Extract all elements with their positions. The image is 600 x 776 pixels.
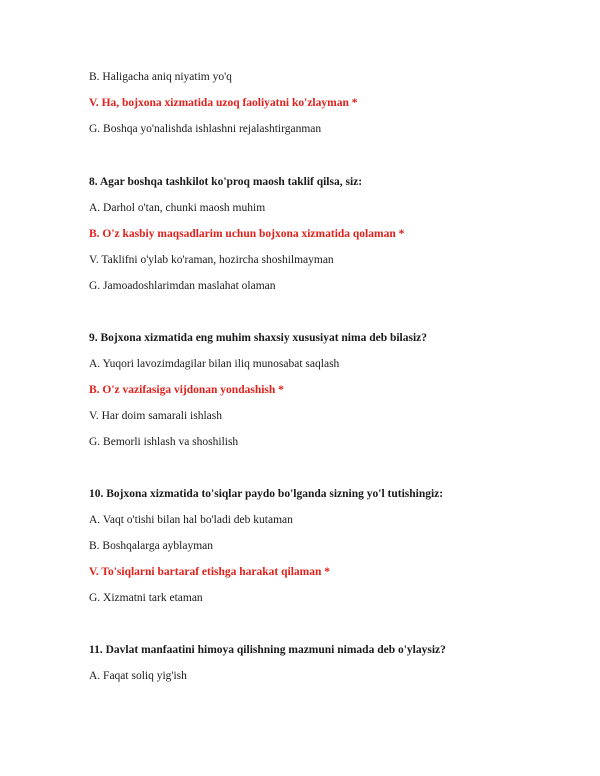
- question-8-text: 8. Agar boshqa tashkilot ko'proq maosh taklif qilsa, siz:: [89, 176, 363, 188]
- option-10g: G. Xizmatni tark etaman: [89, 592, 203, 604]
- question-10-text: 10. Bojxona xizmatida to'siqlar paydo bo'lganda sizning yo'l tutishingiz:: [89, 488, 444, 500]
- option-10b: B. Boshqalarga ayblayman: [89, 540, 214, 552]
- option-9v: V. Har doim samarali ishlash: [89, 410, 222, 422]
- option-11a: A. Faqat soliq yig'ish: [89, 670, 187, 682]
- option-9b-correct: B. O'z vazifasiga vijdonan yondashish *: [89, 384, 284, 396]
- option-7v-correct: V. Ha, bojxona xizmatida uzoq faoliyatni ko'zlayman *: [89, 97, 358, 109]
- option-8g: G. Jamoadoshlarimdan maslahat olaman: [89, 280, 276, 292]
- option-8a: A. Darhol o'tan, chunki maosh muhim: [89, 202, 266, 214]
- option-10v-correct: V. To'siqlarni bartaraf etishga harakat qilaman *: [89, 566, 331, 578]
- option-9a: A. Yuqori lavozimdagilar bilan iliq munosabat saqlash: [89, 358, 340, 370]
- option-7b: B. Haligacha aniq niyatim yo'q: [89, 71, 232, 83]
- option-9g: G. Bemorli ishlash va shoshilish: [89, 436, 239, 448]
- option-8v: V. Taklifni o'ylab ko'raman, hozircha shoshilmayman: [89, 254, 334, 266]
- option-8b-correct: B. O'z kasbiy maqsadlarim uchun bojxona xizmatida qolaman *: [89, 228, 405, 240]
- option-7g: G. Boshqa yo'nalishda ishlashni rejalashtirganman: [89, 123, 322, 135]
- question-9-text: 9. Bojxona xizmatida eng muhim shaxsiy xususiyat nima deb bilasiz?: [89, 332, 428, 344]
- question-11-text: 11. Davlat manfaatini himoya qilishning mazmuni nimada deb o'ylaysiz?: [89, 644, 446, 656]
- option-10a: A. Vaqt o'tishi bilan hal bo'ladi deb kutaman: [89, 514, 293, 526]
